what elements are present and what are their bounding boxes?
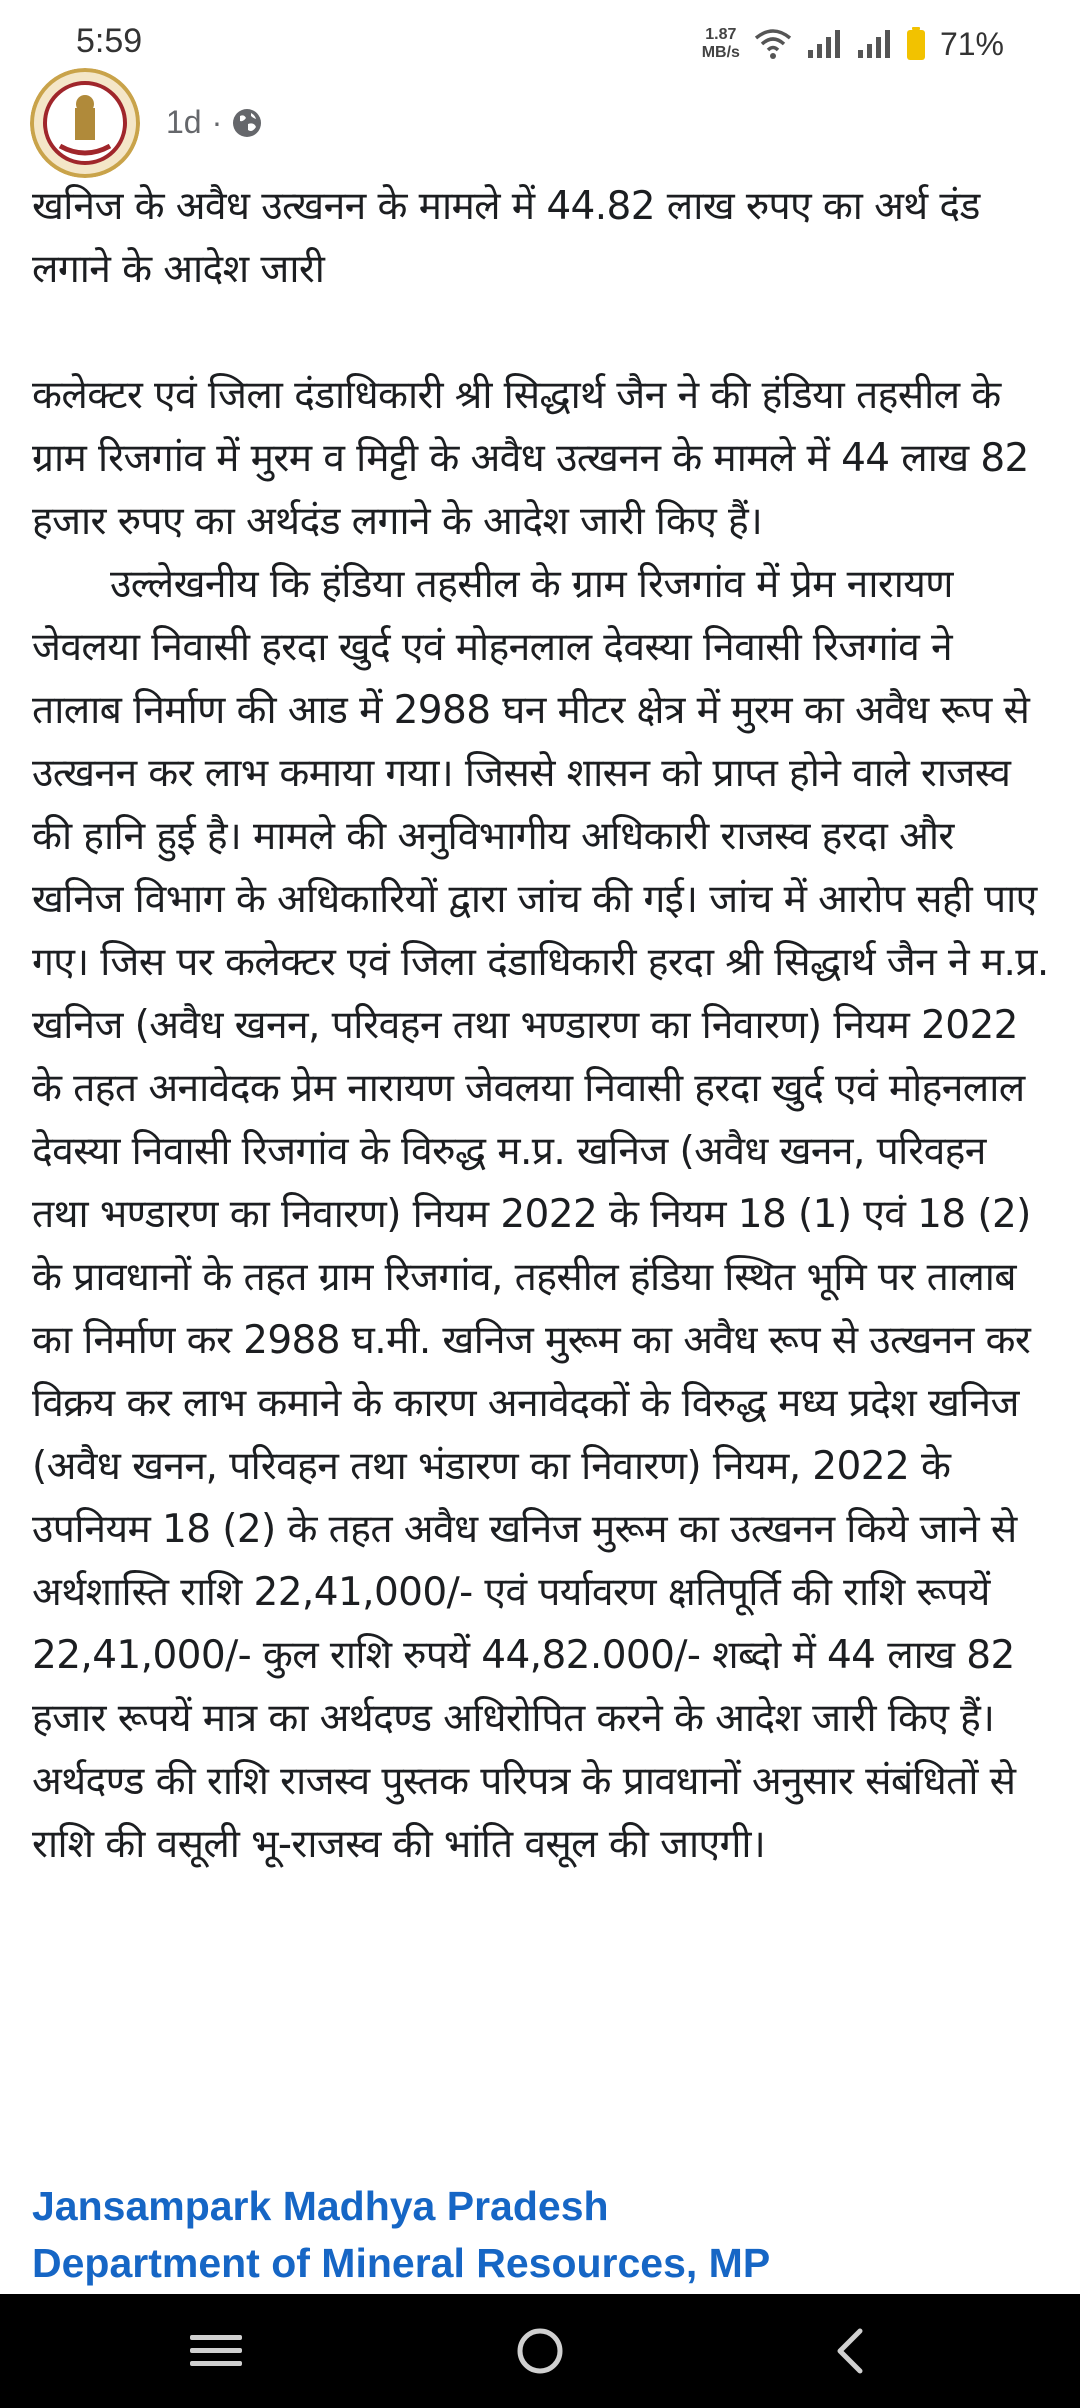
net-speed-indicator xyxy=(702,26,740,62)
post-body xyxy=(32,175,1052,1876)
status-time: 5:59 xyxy=(76,22,143,60)
battery-icon xyxy=(906,27,926,61)
back-button[interactable] xyxy=(770,2294,930,2408)
chevron-left-icon xyxy=(834,2327,866,2375)
post-paragraph-2-wrap xyxy=(32,553,1052,1876)
meta-separator: · xyxy=(211,104,223,140)
home-circle-icon xyxy=(516,2327,564,2375)
emblem-logo-icon xyxy=(30,68,140,178)
system-nav-bar xyxy=(0,2294,1080,2408)
home-button[interactable] xyxy=(460,2294,620,2408)
wifi-icon xyxy=(754,28,792,60)
net-speed-unit: MB/s xyxy=(701,44,740,61)
net-speed-value: 1.87 xyxy=(705,26,737,43)
signal-icon xyxy=(856,28,892,60)
battery-percent: 71% xyxy=(939,25,1004,62)
tag-link-mineral-resources[interactable]: Department of Mineral Resources, MP xyxy=(32,2240,771,2286)
menu-lines-icon xyxy=(190,2333,242,2369)
post-paragraph-2: उल्लेखनीय कि हंडिया तहसील के ग्राम रिजगांव में प्रेम नारायण जेवलया निवासी हरदा खुर्द एवं मोहनलाल देवस्या निवासी रिजगांव ने तालाब निर्माण की आड में 2988 घन मीटर क्षेत्र में मुरम का अवैध रूप से उत्खनन कर लाभ कमाया गया। जिससे शासन को प्राप्त होने वाले राजस्व की हानि हुई है। मामले की अनुविभागीय अधिकारी राजस्व हरदा और खनिज विभाग के अधिकारियों द्वारा जांच की गई। जांच में आरोप सही पाए गए। जिस पर कलेक्टर एवं जिला दंडाधिकारी हरदा श्री सिद्धार्थ जैन ने म.प्र. खनिज (अवैध खनन, परिवहन तथा भण्डारण का निवारण) नियम 2022 के तहत अनावेदक प्रेम नारायण जेवलया निवासी हरदा खुर्द एवं मोहनलाल देवस्या निवासी रिजगांव के विरुद्ध म.प्र. खनिज (अवैध खनन, परिवहन तथा भण्डारण का निवारण) नियम 2022 के नियम 18 (1) एवं 18 (2) के प्रावधानों के तहत ग्राम रिजगांव, तहसील हंडिया स्थित भूमि पर तालाब का निर्माण कर 2988 घ.मी. खनिज मुरूम का अवैध रूप से उत्खनन कर विक्रय कर लाभ कमाने के कारण अनावेदकों के विरुद्ध मध्य प्रदेश खनिज (अवैध खनन, परिवहन तथा भंडारण का निवारण) नियम, 2022 के उपनियम 18 (2) के तहत अवैध खनिज मुरूम का उत्खनन किये जाने से अर्थशास्ति राशि 22,41,000/- एवं पर्यावरण क्षतिपूर्ति की राशि रूपयें 22,41,000/- कुल राशि रुपयें 44,82.000/- शब्दो में 44 लाख 82 हजार रूपयें मात्र का अर्थदण्ड अधिरोपित करने के आदेश जारी किए हैं। अर्थदण्ड की राशि राजस्व पुस्तक परिपत्र के प्रावधानों अनुसार संबंधितों से राशि की वसूली भू-राजस्व की भांति वसूल की जाएगी। xyxy=(32,562,1049,1867)
post-tags xyxy=(32,2178,770,2292)
tag-link-jansampark[interactable]: Jansampark Madhya Pradesh xyxy=(32,2183,609,2229)
globe-icon xyxy=(232,108,262,138)
page-avatar[interactable] xyxy=(30,68,140,178)
post-age[interactable]: 1d xyxy=(166,104,202,140)
status-bar xyxy=(0,0,1080,88)
status-icons xyxy=(702,20,1004,68)
post-paragraph-1: कलेक्टर एवं जिला दंडाधिकारी श्री सिद्धार्थ जैन ने की हंडिया तहसील के ग्राम रिजगांव में मुरम व मिट्टी के अवैध उत्खनन के मामले में 44 लाख 82 हजार रुपए का अर्थदंड लगाने के आदेश जारी किए हैं। xyxy=(32,373,1029,544)
post-headline: खनिज के अवैध उत्खनन के मामले में 44.82 लाख रुपए का अर्थ दंड लगाने के आदेश जारी xyxy=(32,184,980,292)
post-meta xyxy=(166,104,262,141)
signal-icon xyxy=(806,28,842,60)
post-header xyxy=(0,88,1080,168)
recents-button[interactable] xyxy=(136,2294,296,2408)
